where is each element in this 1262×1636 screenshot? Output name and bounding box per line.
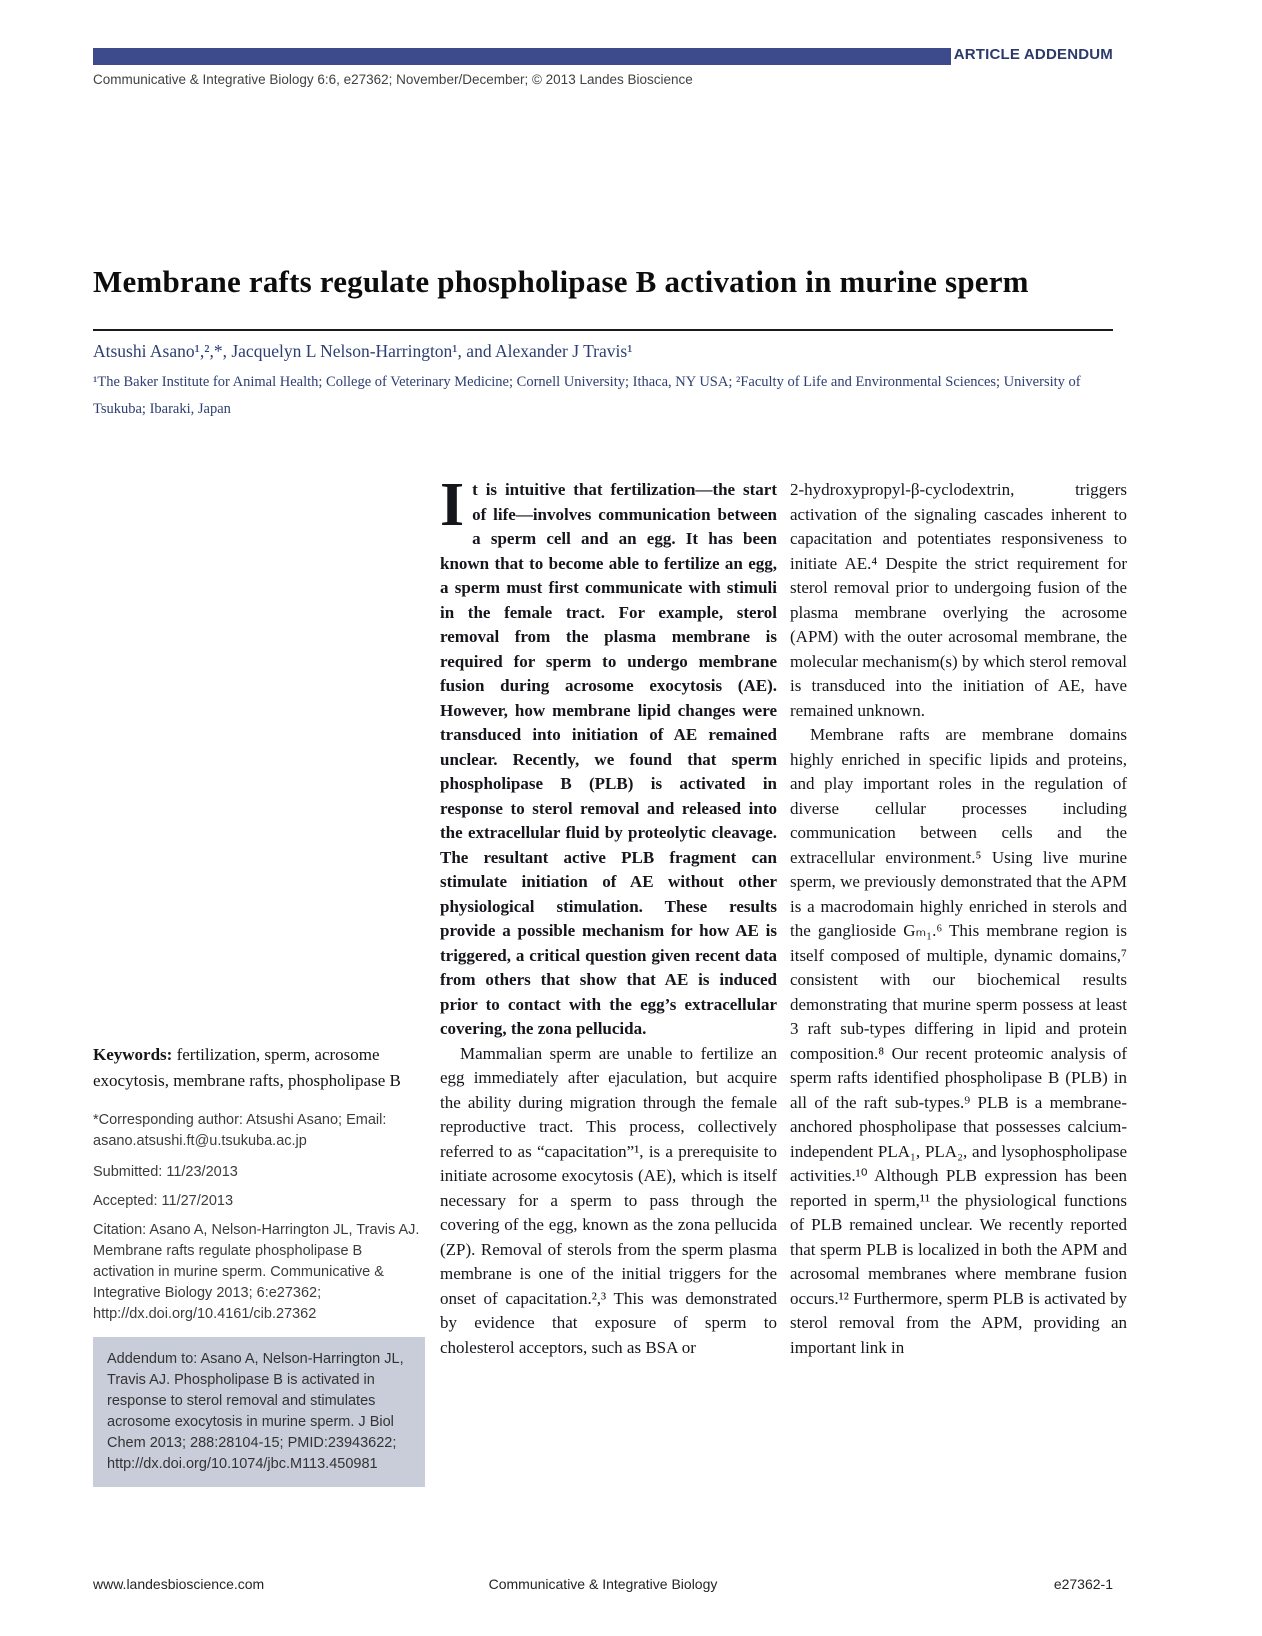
body-paragraph: 2-hydroxypropyl-β-cyclodextrin, triggers activation of the signaling cascades inherent to capacitation and potentiates responsiveness to initiate AE.⁴ Despite the strict requirement for sterol removal prior to undergoing fusion of the plasma membrane overlying the acrosome (APM) with the outer acrosomal membrane, the molecular mechanism(s) by which sterol removal is transduced into the initiation of AE, have remained unknown.: [790, 480, 1127, 720]
corresponding-author-line: *Corresponding author: Atsushi Asano; Email: asano.atsushi.ft@u.tsukuba.ac.jp: [93, 1112, 387, 1149]
submitted-date: Submitted: 11/23/2013: [93, 1164, 238, 1180]
addendum-note-box: [93, 1337, 425, 1487]
footer-journal-name: Communicative & Integrative Biology: [488, 1576, 718, 1592]
citation-line: Citation: Asano A, Nelson-Harrington JL, Travis AJ. Membrane rafts regulate phospholipase B activation in murine sperm. Communicative & Integrative Biology 2013; 6:e27362; http://dx.doi.org/10.4161/cib.27362: [93, 1222, 420, 1322]
page-title: Membrane rafts regulate phospholipase B activation in murine sperm: [93, 264, 1029, 299]
text-column-1: [440, 471, 777, 1360]
publisher-url: www.landesbioscience.com: [93, 1576, 265, 1592]
affiliations-line: ¹The Baker Institute for Animal Health; College of Veterinary Medicine; Cornell University; Ithaca, NY USA; ²Faculty of Life and Environmental Sciences; University of Tsukuba; Ibaraki, Japan: [93, 374, 1081, 417]
body-paragraph: Mammalian sperm are unable to fertilize an egg immediately after ejaculation, but acquire the ability during migration through the female reproductive tract. This process, collectively referred to as “capacitation”¹, is a prerequisite to initiate acrosome exocytosis (AE), which is itself necessary for a sperm to pass through the covering of the egg, known as the zona pellucida (ZP). Removal of sterols from the sperm plasma membrane is one of the initial triggers for the onset of capacitation.²,³ This was demonstrated by evidence that exposure of sperm to cholesterol acceptors, such as BSA or: [440, 1043, 777, 1357]
authors-line: Atsushi Asano¹,²,*, Jacquelyn L Nelson-Harrington¹, and Alexander J Travis¹: [93, 341, 633, 361]
abstract-paragraph: It is intuitive that fertilization—the start of life—involves communication between a sperm cell and an egg. It has been known that to become able to fertilize an egg, a sperm must first communicate with stimuli in the female tract. For example, sterol removal from the plasma membrane is required for sperm to undergo membrane fusion during acrosome exocytosis (AE). However, how membrane lipid changes were transduced into initiation of AE remained unclear. Recently, we found that sperm phospholipase B (PLB) is activated in response to sterol removal and released into the extracellular fluid by proteolytic cleavage. The resultant active PLB fragment can stimulate initiation of AE without other physiological stimulation. These results provide a possible mechanism for how AE is triggered, a critical question given recent data from others that show that AE is induced prior to contact with the egg’s extracellular covering, the zona pellucida.: [440, 471, 777, 1038]
keywords-label: Keywords:: [93, 1045, 173, 1064]
title-divider: [93, 329, 1113, 331]
keywords-line: [93, 1042, 425, 1094]
footer-page-number: e27362-1: [1053, 1576, 1113, 1592]
accepted-date: Accepted: 11/27/2013: [93, 1193, 234, 1209]
article-type-label: ARTICLE ADDENDUM: [953, 46, 1113, 63]
text-column-2: [790, 478, 1127, 1360]
journal-issue-line: Communicative & Integrative Biology 6:6, e27362; November/December; © 2013 Landes Bioscience: [93, 72, 693, 87]
keywords-text: fertilization, sperm, acrosome exocytosis, membrane rafts, phospholipase B: [93, 1045, 401, 1090]
addendum-text: Addendum to: Asano A, Nelson-Harrington JL, Travis AJ. Phospholipase B is activated in response to sterol removal and stimulates acrosome exocytosis in murine sperm. J Biol Chem 2013; 288:28104-15; PMID:23943622; http://dx.doi.org/10.1074/jbc.M113.450981: [107, 1351, 404, 1472]
metadata-sidebar: [93, 1042, 425, 1487]
body-paragraph: Membrane rafts are membrane domains highly enriched in specific lipids and proteins, and play important roles in the regulation of diverse cellular processes including communication between cells and the extracellular environment.⁵ Using live murine sperm, we previously demonstrated that the APM is a macrodomain highly enriched in sterols and the ganglioside Gₘ₁.⁶ This membrane region is itself composed of multiple, dynamic domains,⁷ consistent with our biochemical results demonstrating that murine sperm possess at least 3 raft sub-types differing in lipid and protein composition.⁸ Our recent proteomic analysis of sperm rafts identified phospholipase B (PLB) in all of the raft sub-types.⁹ PLB is a membrane-anchored phospholipase that possesses calcium-independent PLA₁, PLA₂, and lysophospholipase activities.¹⁰ Although PLB expression has been reported in sperm,¹¹ the physiological functions of PLB remained unclear. We recently reported that sperm PLB is localized in both the APM and acrosomal membranes where membrane fusion occurs.¹² Furthermore, sperm PLB is activated by sterol removal from the APM, providing an important link in: [790, 725, 1127, 1357]
header-accent-bar: [93, 48, 951, 65]
